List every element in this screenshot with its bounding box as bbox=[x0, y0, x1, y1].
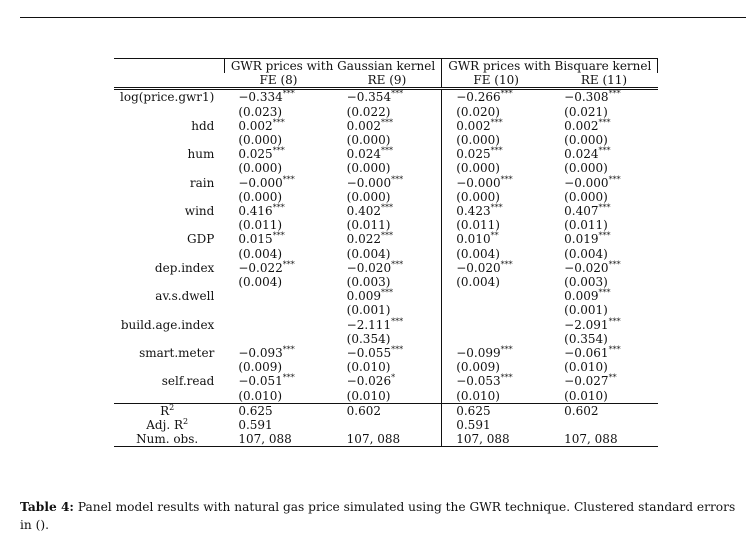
se-cell: (0.011) bbox=[238, 218, 283, 233]
column-header: RE (11) bbox=[580, 73, 628, 88]
se-cell: (0.003) bbox=[346, 275, 391, 290]
superscript-two: 2 bbox=[182, 417, 189, 427]
coef-cell: −0.000*** bbox=[346, 174, 404, 190]
coef-cell: 0.002*** bbox=[564, 117, 611, 133]
coef-cell: 0.009*** bbox=[564, 288, 611, 304]
coef-row bbox=[114, 318, 658, 332]
variable-label: av.s.dwell bbox=[155, 289, 215, 304]
variable-label: rain bbox=[189, 175, 215, 190]
coef-cell bbox=[224, 318, 332, 332]
se-cell: (0.011) bbox=[564, 218, 608, 233]
significance-stars: *** bbox=[608, 89, 621, 99]
coef-cell bbox=[442, 318, 550, 332]
coef-cell: 0.022*** bbox=[346, 231, 394, 247]
coef-row bbox=[114, 89, 658, 105]
stat-value: 0.602 bbox=[550, 403, 658, 418]
superscript-two: 2 bbox=[169, 402, 175, 412]
significance-stars: *** bbox=[381, 117, 394, 127]
se-row bbox=[114, 389, 658, 404]
se-cell: (0.010) bbox=[238, 388, 283, 403]
coef-row bbox=[114, 176, 658, 190]
coef-cell: −0.308*** bbox=[550, 89, 658, 105]
variable-label: smart.meter bbox=[139, 346, 215, 361]
stat-value bbox=[550, 418, 658, 432]
se-cell bbox=[442, 332, 550, 346]
se-cell: (0.021) bbox=[564, 104, 608, 119]
coef-cell: 0.019*** bbox=[564, 231, 611, 247]
significance-stars: *** bbox=[608, 174, 621, 184]
stat-value: 0.625 bbox=[224, 403, 332, 418]
stat-value: 0.625 bbox=[442, 403, 550, 418]
coef-row bbox=[114, 119, 658, 133]
significance-stars: *** bbox=[490, 146, 503, 156]
se-row bbox=[114, 332, 658, 346]
se-row bbox=[114, 161, 658, 175]
significance-stars: *** bbox=[608, 316, 621, 326]
se-cell: (0.001) bbox=[564, 303, 608, 318]
se-cell: (0.010) bbox=[442, 389, 550, 404]
column-header: FE (8) bbox=[259, 73, 298, 88]
se-row bbox=[114, 275, 658, 289]
se-cell: (0.000) bbox=[564, 161, 608, 176]
significance-stars: *** bbox=[381, 203, 394, 213]
coef-row bbox=[114, 374, 658, 388]
variable-label: build.age.index bbox=[120, 317, 215, 332]
coef-cell: 0.025*** bbox=[442, 147, 550, 161]
significance-stars: *** bbox=[490, 203, 503, 213]
variable-label: dep.index bbox=[154, 260, 215, 275]
significance-stars: *** bbox=[272, 117, 285, 127]
se-cell bbox=[442, 303, 550, 317]
se-row bbox=[114, 105, 658, 119]
se-cell: (0.004) bbox=[346, 246, 391, 261]
coef-cell: 0.024*** bbox=[346, 146, 394, 162]
table-caption bbox=[20, 498, 740, 534]
se-cell: (0.000) bbox=[238, 161, 283, 176]
significance-stars: *** bbox=[391, 174, 404, 184]
significance-stars: ** bbox=[608, 373, 617, 383]
se-stub-cell bbox=[114, 105, 224, 119]
significance-stars: *** bbox=[598, 203, 611, 213]
se-stub-cell bbox=[114, 303, 224, 317]
stat-value: 107, 088 bbox=[442, 432, 550, 447]
se-cell: (0.020) bbox=[442, 105, 550, 119]
significance-stars: *** bbox=[490, 117, 503, 127]
stat-value: 0.591 bbox=[238, 418, 273, 433]
significance-stars: * bbox=[391, 373, 396, 383]
column-header: RE (9) bbox=[367, 73, 407, 88]
se-cell: (0.010) bbox=[346, 388, 391, 403]
se-cell: (0.000) bbox=[238, 189, 283, 204]
coef-cell: −0.020*** bbox=[346, 259, 404, 275]
variable-label: hum bbox=[187, 147, 215, 162]
stat-row bbox=[114, 403, 658, 418]
variable-label: wind bbox=[184, 204, 215, 219]
coef-cell: 0.402*** bbox=[346, 203, 394, 219]
significance-stars: ** bbox=[490, 231, 499, 241]
significance-stars: *** bbox=[598, 231, 611, 241]
se-cell: (0.354) bbox=[564, 331, 608, 346]
significance-stars: *** bbox=[272, 231, 285, 241]
stat-row bbox=[114, 418, 658, 432]
se-cell: (0.001) bbox=[346, 303, 391, 318]
coef-cell: 0.010** bbox=[442, 232, 550, 246]
coef-cell: −0.000*** bbox=[442, 176, 550, 190]
coef-cell bbox=[442, 289, 550, 303]
significance-stars: *** bbox=[282, 89, 295, 99]
coef-cell: 0.423*** bbox=[442, 204, 550, 218]
variable-label: hdd bbox=[191, 118, 215, 133]
significance-stars: *** bbox=[598, 117, 611, 127]
se-cell bbox=[224, 303, 332, 317]
significance-stars: *** bbox=[381, 146, 394, 156]
column-header: FE (10) bbox=[442, 73, 550, 89]
stat-row bbox=[114, 432, 658, 447]
se-cell: (0.000) bbox=[442, 190, 550, 204]
significance-stars: *** bbox=[500, 259, 513, 269]
coef-cell: 0.009*** bbox=[346, 288, 394, 304]
stat-value: 107, 088 bbox=[550, 432, 658, 447]
se-cell: (0.000) bbox=[346, 133, 391, 148]
coef-cell: −0.051*** bbox=[238, 373, 295, 389]
group-header: GWR prices with Gaussian kernel bbox=[224, 59, 441, 74]
coef-cell: −0.055*** bbox=[346, 345, 404, 361]
significance-stars: *** bbox=[391, 345, 404, 355]
significance-stars: *** bbox=[272, 203, 285, 213]
significance-stars: *** bbox=[500, 373, 513, 383]
se-stub-cell bbox=[114, 332, 224, 346]
results-table bbox=[114, 58, 658, 447]
significance-stars: *** bbox=[282, 345, 295, 355]
significance-stars: *** bbox=[391, 316, 404, 326]
se-row bbox=[114, 133, 658, 147]
coef-cell: 0.002*** bbox=[346, 117, 394, 133]
se-cell: (0.000) bbox=[346, 189, 391, 204]
coef-row bbox=[114, 232, 658, 246]
se-cell bbox=[224, 332, 332, 346]
se-stub-cell bbox=[114, 360, 224, 374]
significance-stars: *** bbox=[608, 259, 621, 269]
se-cell: (0.023) bbox=[238, 104, 283, 119]
coef-cell: −0.053*** bbox=[442, 374, 550, 388]
se-cell: (0.000) bbox=[442, 133, 550, 147]
variable-label: log(price.gwr1) bbox=[114, 89, 224, 105]
coef-cell: 0.416*** bbox=[238, 203, 285, 219]
se-cell: (0.000) bbox=[564, 189, 608, 204]
significance-stars: *** bbox=[598, 288, 611, 298]
se-cell: (0.004) bbox=[238, 246, 283, 261]
se-cell: (0.011) bbox=[442, 218, 550, 232]
group-header: GWR prices with Bisquare kernel bbox=[442, 59, 658, 74]
se-row bbox=[114, 247, 658, 261]
significance-stars: *** bbox=[282, 373, 295, 383]
coef-cell: −0.000*** bbox=[564, 174, 621, 190]
coef-cell: 0.002*** bbox=[442, 119, 550, 133]
se-stub-cell bbox=[114, 247, 224, 261]
significance-stars: *** bbox=[282, 259, 295, 269]
stub-header-cell bbox=[114, 59, 224, 74]
se-cell: (0.022) bbox=[346, 104, 391, 119]
significance-stars: *** bbox=[500, 89, 513, 99]
coef-cell: −2.091*** bbox=[564, 316, 621, 332]
coef-cell: −2.111*** bbox=[346, 316, 404, 332]
se-cell: (0.004) bbox=[238, 275, 283, 290]
se-stub-cell bbox=[114, 218, 224, 232]
coef-cell: 0.025*** bbox=[238, 146, 285, 162]
coef-row bbox=[114, 261, 658, 275]
se-cell: (0.000) bbox=[346, 161, 391, 176]
stat-label: Adj. $R^2$ bbox=[146, 417, 189, 433]
se-stub-cell bbox=[114, 133, 224, 147]
se-row bbox=[114, 360, 658, 374]
se-cell: (0.010) bbox=[564, 388, 608, 403]
se-cell: (0.354) bbox=[346, 331, 391, 346]
se-cell: (0.000) bbox=[442, 161, 550, 175]
se-stub-cell bbox=[114, 275, 224, 289]
stat-value: 107, 088 bbox=[224, 432, 332, 447]
se-row bbox=[114, 190, 658, 204]
se-cell: (0.004) bbox=[442, 275, 550, 289]
significance-stars: *** bbox=[381, 288, 394, 298]
se-stub-cell bbox=[114, 389, 224, 404]
coef-row bbox=[114, 204, 658, 218]
coef-row bbox=[114, 147, 658, 161]
se-cell: (0.004) bbox=[564, 246, 608, 261]
se-stub-cell bbox=[114, 161, 224, 175]
se-cell: (0.000) bbox=[564, 133, 608, 148]
caption-label: Table 4: bbox=[20, 500, 74, 514]
se-row bbox=[114, 303, 658, 317]
column-header-row bbox=[114, 73, 658, 89]
coef-cell: −0.061*** bbox=[564, 345, 621, 361]
page-top-rule bbox=[20, 17, 746, 18]
variable-label: self.read bbox=[161, 374, 215, 389]
significance-stars: *** bbox=[272, 146, 285, 156]
coef-cell: −0.266*** bbox=[442, 89, 550, 105]
se-cell: (0.004) bbox=[442, 247, 550, 261]
coef-row bbox=[114, 289, 658, 303]
significance-stars: *** bbox=[391, 259, 404, 269]
significance-stars: *** bbox=[608, 345, 621, 355]
caption-text: Panel model results with natural gas price simulated using the GWR technique. Clustered standard errors in (). bbox=[20, 500, 736, 532]
se-cell: (0.009) bbox=[238, 360, 283, 375]
coef-cell: 0.002*** bbox=[238, 117, 285, 133]
se-cell: (0.011) bbox=[346, 218, 391, 233]
significance-stars: *** bbox=[598, 146, 611, 156]
coef-cell bbox=[224, 289, 332, 303]
se-cell: (0.003) bbox=[564, 275, 608, 290]
se-cell: (0.010) bbox=[564, 360, 608, 375]
significance-stars: *** bbox=[282, 174, 295, 184]
coef-cell: −0.020*** bbox=[442, 261, 550, 275]
stat-label: $R^2$ bbox=[114, 403, 224, 418]
coef-cell: −0.027** bbox=[564, 373, 617, 389]
coef-cell: 0.015*** bbox=[238, 231, 285, 247]
coef-cell: −0.093*** bbox=[238, 345, 295, 361]
se-row bbox=[114, 218, 658, 232]
variable-label: GDP bbox=[187, 232, 215, 247]
stat-value: 0.602 bbox=[333, 403, 442, 418]
significance-stars: *** bbox=[381, 231, 394, 241]
se-cell: (0.010) bbox=[346, 360, 391, 375]
stat-value: 0.591 bbox=[442, 418, 550, 432]
group-header-row bbox=[114, 59, 658, 74]
coef-row bbox=[114, 346, 658, 360]
coef-cell: −0.000*** bbox=[238, 174, 295, 190]
se-cell: (0.000) bbox=[238, 133, 283, 148]
coef-cell: −0.022*** bbox=[238, 259, 295, 275]
stat-label: Num. obs. bbox=[114, 432, 224, 447]
se-stub-cell bbox=[114, 190, 224, 204]
stub-header-cell bbox=[114, 73, 224, 89]
coef-cell: −0.099*** bbox=[442, 346, 550, 360]
coef-cell: −0.354*** bbox=[333, 89, 442, 105]
coef-cell: 0.407*** bbox=[564, 203, 611, 219]
stat-value bbox=[333, 418, 442, 432]
stat-value: 107, 088 bbox=[333, 432, 442, 447]
significance-stars: *** bbox=[500, 345, 513, 355]
significance-stars: *** bbox=[391, 89, 404, 99]
coef-cell: 0.024*** bbox=[564, 146, 611, 162]
coef-cell: −0.334*** bbox=[224, 89, 332, 105]
significance-stars: *** bbox=[500, 174, 513, 184]
se-cell: (0.009) bbox=[442, 360, 550, 374]
coef-cell: −0.026* bbox=[346, 373, 396, 389]
coef-cell: −0.020*** bbox=[564, 259, 621, 275]
